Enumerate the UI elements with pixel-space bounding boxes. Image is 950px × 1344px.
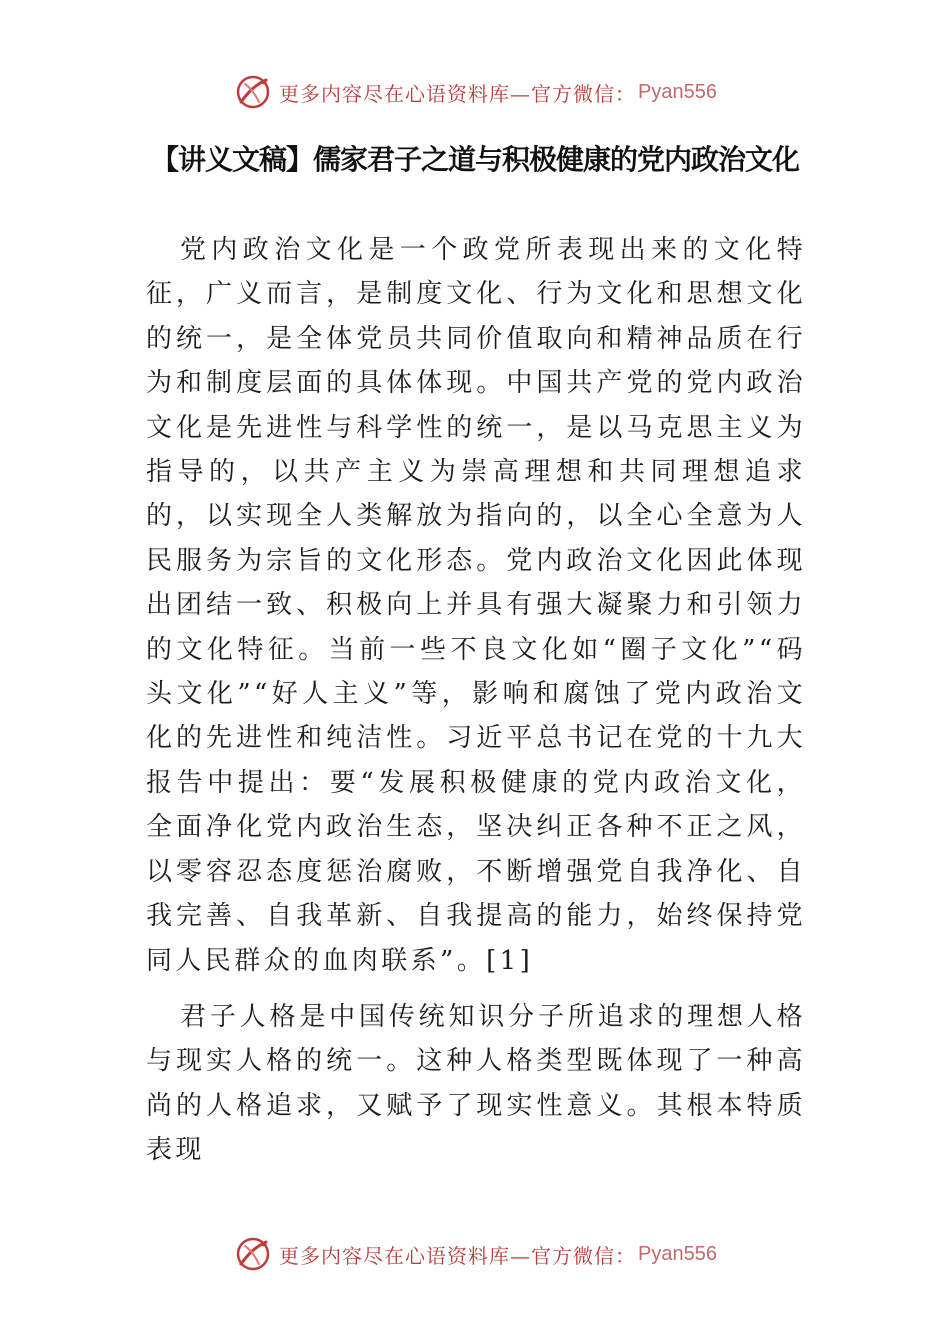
logo-icon [233,72,273,112]
header-watermark [0,70,950,114]
logo-icon [233,1234,273,1274]
document-body [146,228,806,1185]
paragraph-2: 君子人格是中国传统知识分子所追求的理想人格与现实人格的统一。这种人格类型既体现了一种高尚的人格追求，又赋予了现实性意义。其根本特质表现 [146,1001,806,1166]
watermark-site-text: 更多内容尽在心语资料库—官方微信： [279,81,637,106]
footer-watermark [0,1232,950,1276]
watermark-account: Pyan556 [638,80,717,103]
watermark-site-text: 更多内容尽在心语资料库—官方微信： [279,1243,637,1268]
paragraph-1: 党内政治文化是一个政党所表现出来的文化特征，广义而言，是制度文化、行为文化和思想文化的统一，是全体党员共同价值取向和精神品质在行为和制度层面的具体体现。中国共产党的党内政治文化是先进性与科学性的统一，是以马克思主义为指导的，以共产主义为崇高理想和共同理想追求的，以实现全人类解放为指向的，以全心全意为人民服务为宗旨的文化形态。党内政治文化因此体现出团结一致、积极向上并具有强大凝聚力和引领力的文化特征。当前一些不良文化如“圈子文化”“码头文化”“好人主义”等，影响和腐蚀了党内政治文化的先进性和纯洁性。习近平总书记在党的十九大报告中提出：要“发展积极健康的党内政治文化，全面净化党内政治生态，坚决纠正各种不正之风，以零容忍态度惩治腐败，不断增强党自我净化、自我完善、自我革新、自我提高的能力，始终保持党同人民群众的血肉联系”。[1] [146,235,806,976]
document-title: 【讲义文稿】儒家君子之道与积极健康的党内政治文化 [150,143,799,176]
watermark-account: Pyan556 [638,1242,717,1265]
